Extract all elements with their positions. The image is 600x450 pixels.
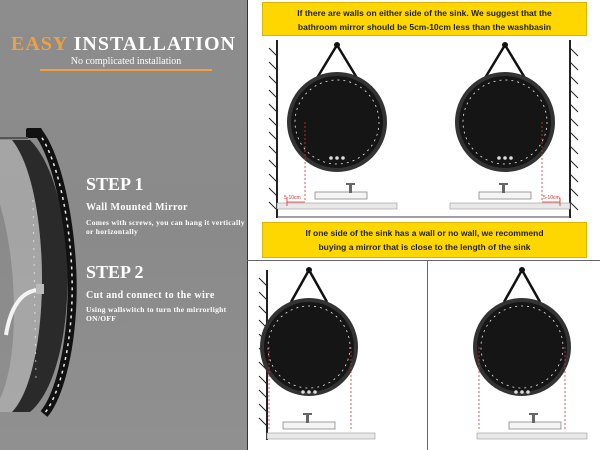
mirror-top-right [457,42,553,170]
top-scene [269,40,578,218]
mirror-sizing-diagrams [247,0,600,450]
sizing-guide-panel [247,0,600,450]
mirror-bottom-left [262,267,356,394]
step2-heading: Cut and connect to the wire [86,290,215,301]
installation-panel [0,0,247,450]
step1-desc: Comes with screws, you can hang it vertically or horizontally [86,218,245,236]
step2-title: STEP 2 [86,262,144,282]
title-installation: INSTALLATION [73,33,237,55]
step2-desc: Using wallswitch to turn the mirrorlight ON/OFF [86,305,227,323]
banner-mid-line1: If one side of the sink has a wall or no wall, we recommend [305,228,544,238]
wall-hook-icon [26,128,42,138]
title-easy: EASY [10,33,68,55]
bottom-right-scene [475,267,587,439]
gap-label-right: 5-10cm [543,195,560,201]
banner-top-line1: If there are walls on either side of the sink. We suggest that the [297,8,552,18]
gap-label-left: 5-10cm [284,195,301,201]
sink-bottom-left [267,413,375,439]
banner-top-line2: bathroom mirror should be 5cm-10cm less than the washbasin [297,22,552,32]
mirror-top-left [289,42,385,170]
sink-bottom-right [477,413,587,439]
banner-mid-line2: buying a mirror that is close to the length of the sink [318,242,531,252]
mirror-bottom-right [475,267,569,394]
step1-heading: Wall Mounted Mirror [86,202,188,213]
subtitle: No complicated installation [40,56,212,71]
step1-title: STEP 1 [86,174,144,194]
bottom-left-scene [259,267,375,440]
